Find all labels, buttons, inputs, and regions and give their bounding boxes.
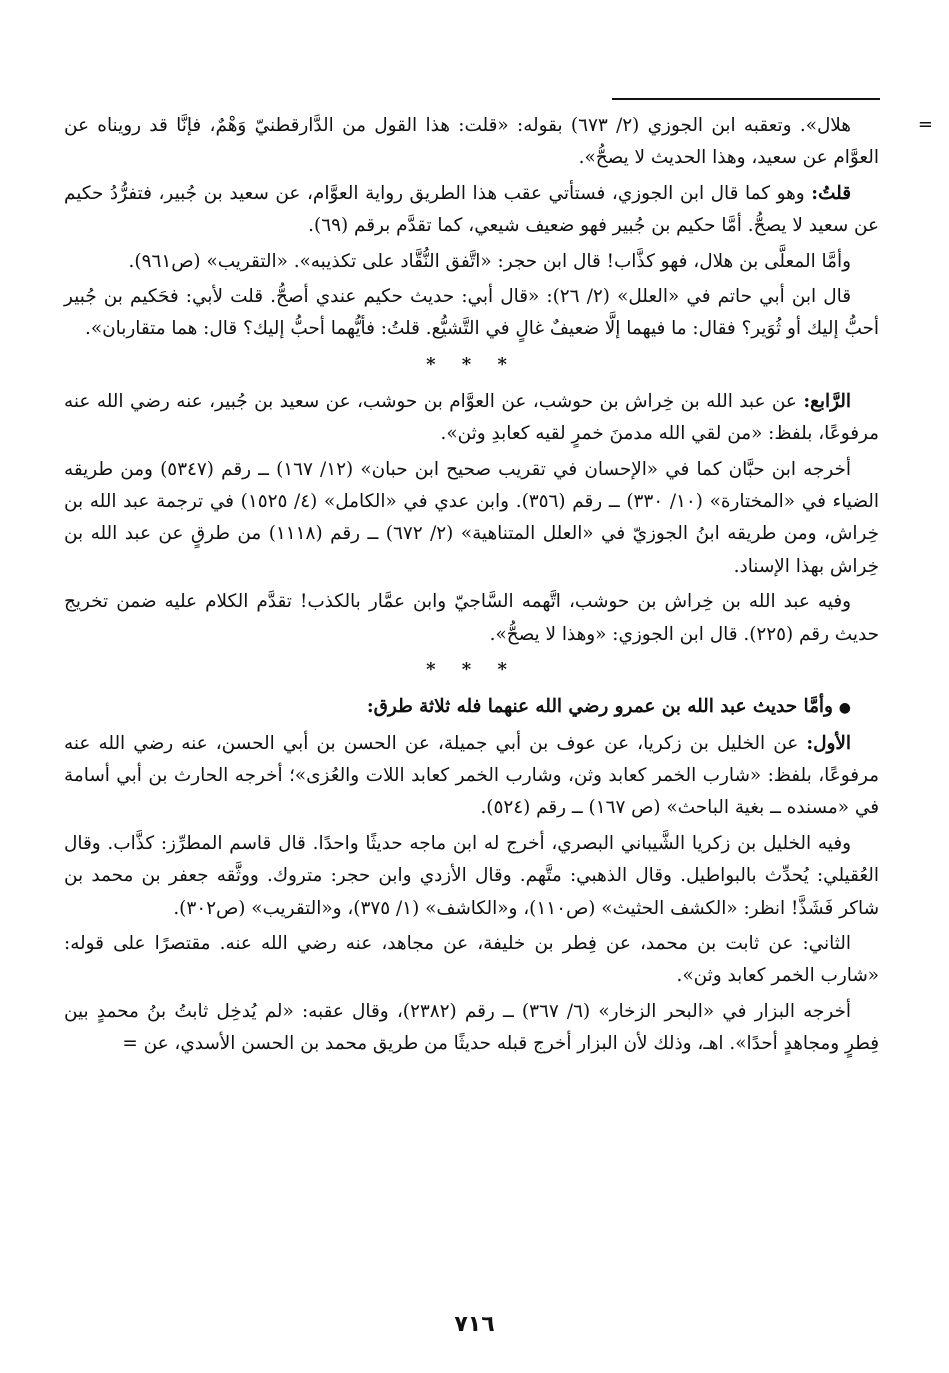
paragraph-p12 [64,996,879,1061]
paragraph-text: وأمَّا المعلَّى بن هلال، فهو كذَّاب! قال ابن حجر: «اتَّفق النُّقَّاد على تكذيبه». «التقريب» (ص٩٦١). [128,250,851,272]
bullet-icon: ● [838,700,851,717]
continuation-mark: = [917,114,933,135]
paragraph-p8 [64,691,879,724]
paragraph-p1 [64,110,879,175]
continuation-end-mark: = [122,1033,138,1055]
paragraph-text: الثاني: عن ثابت بن محمد، عن فِطر بن خليفة، عن مجاهد، عنه رضي الله عنه. مقتصرًا على قوله: «شارب الخمر كعابد وثن». [64,932,879,987]
paragraph-lead: الرَّابع: [803,390,851,412]
paragraph-p5 [64,386,879,451]
section-separator-stars: * * * [426,353,517,375]
paragraph-p10 [64,828,879,925]
paragraph-p6 [64,454,879,584]
paragraph-text: أخرجه ابن حبَّان كما في «الإحسان في تقريب صحيح ابن حبان» (١٢/ ١٦٧) ــ رقم (٥٣٤٧) ومن طريقه الضياء في «المختارة» (١٠/ ٣٣٠) ــ رقم (٣٥٦). وابن عدي في «الكامل» (٤/ ١٥٢٥) في ترجمة عبد الله بن خِراش، ومن طريقه ابنُ الجوزيّ في «العلل المتناهية» (٢/ ٦٧٢) ــ رقم (١١١٨) من طرقٍ عن عبد الله بن خِراش بهذا الإسناد. [64,458,880,577]
paragraph-p9 [64,728,879,825]
paragraph-text: هلال». وتعقبه ابن الجوزي (٢/ ٦٧٣) بقوله: «قلت: هذا القول من الدَّارقطنيّ وَهْمٌ، فإنَّا قد رويناه عن العوَّام عن سعيد، وهذا الحديث لا يصحُّ». [64,115,879,169]
paragraph-p3 [64,246,879,278]
paragraph-lead: قلتُ: [811,182,851,204]
paragraph-p11 [64,928,879,993]
paragraph-text: وفيه الخليل بن زكريا الشَّيباني البصري، أخرج له ابن ماجه حديثًا واحدًا. قال قاسم المطرِّز: كذَّاب. وقال العُقيلي: يُحدِّث بالبواطيل. وقال الذهبي: متَّهم. وقال الأزدي وابن حجر: متروك. ووثَّقه جعفر بن محمد بن شاكر فَشَذَّ! انظر: «الكشف الحثيث» (ص١١٠)، و«الكاشف» (١/ ٣٧٥)، و«التقريب» (ص٣٠٢). [64,832,879,919]
paragraph-p4 [64,281,879,346]
paragraph-text: أخرجه البزار في «البحر الزخار» (٦/ ٣٦٧) ــ رقم (٢٣٨٢)، وقال عقبه: «لم يُدخِل ثابتُ بنُ محمدٍ بين فِطرٍ ومجاهدٍ أحدًا». اهـ، وذلك لأن البزار أخرج قبله حديثًا من طريق محمد بن الحسن الأسدي، عن [64,1000,879,1055]
paragraph-p2 [64,178,879,243]
paragraph-p7 [64,586,879,651]
paragraph-text: عن الخليل بن زكريا، عن عوف بن أبي جميلة، عن الحسن بن أبي الحسن، عنه رضي الله عنه مرفوعًا، بلفظ: «شارب الخمر كعابد وثن، وشارب الخمر كعابد اللات والعُزى»؛ أخرجه الحارث بن أبي أسامة في «مسنده ــ بغية الباحث» (ص ١٦٧) ــ رقم (٥٢٤). [64,732,879,819]
paragraph-text: وفيه عبد الله بن خِراش بن حوشب، اتَّهمه السَّاجيّ وابن عمَّار بالكذب! تقدَّم الكلام عليه ضمن تخريج حديث رقم (٢٢٥). قال ابن الجوزي: «وهذا لا يصحُّ». [64,591,879,645]
paragraph-lead: الأول: [806,732,851,754]
footnote-text-block [64,110,879,1064]
page-number: ٧١٦ [454,1312,495,1337]
section-separator-stars: * * * [426,659,517,681]
paragraph-text: وهو كما قال ابن الجوزي، فستأتي عقب هذا الطريق رواية العوَّام، عن سعيد بن جُبير، فتفرُّدُ حكيم عن سعيد لا يصحُّ. أمَّا حكيم بن جُبير فهو ضعيف شيعي، كما تقدَّم برقم (٦٩). [64,182,879,237]
paragraph-text: عن عبد الله بن خِراش بن حوشب، عن العوَّام بن حوشب، عن سعيد بن جُبير، عنه رضي الله عنه مرفوعًا، بلفظ: «من لقي الله مدمنَ خمرٍ لقيه كعابدِ وثن». [64,390,879,445]
paragraph-text: قال ابن أبي حاتم في «العلل» (٢/ ٢٦): «قال أبي: حديث حكيم عندي أصحُّ. قلت لأبي: فحَكيم بن جُبير أحبُّ إليك أو ثُوَير؟ فقال: ما فيهما إلَّا ضعيفٌ غالٍ في التَّشيُّع. قلتُ: فأيُّهما أحبُّ إليك؟ قال: هما متقاربان». [64,286,879,340]
footnote-separator-rule [612,98,880,100]
paragraph-lead: وأمَّا حديث عبد الله بن عمرو رضي الله عنهما فله ثلاثة طرق: [366,696,833,718]
